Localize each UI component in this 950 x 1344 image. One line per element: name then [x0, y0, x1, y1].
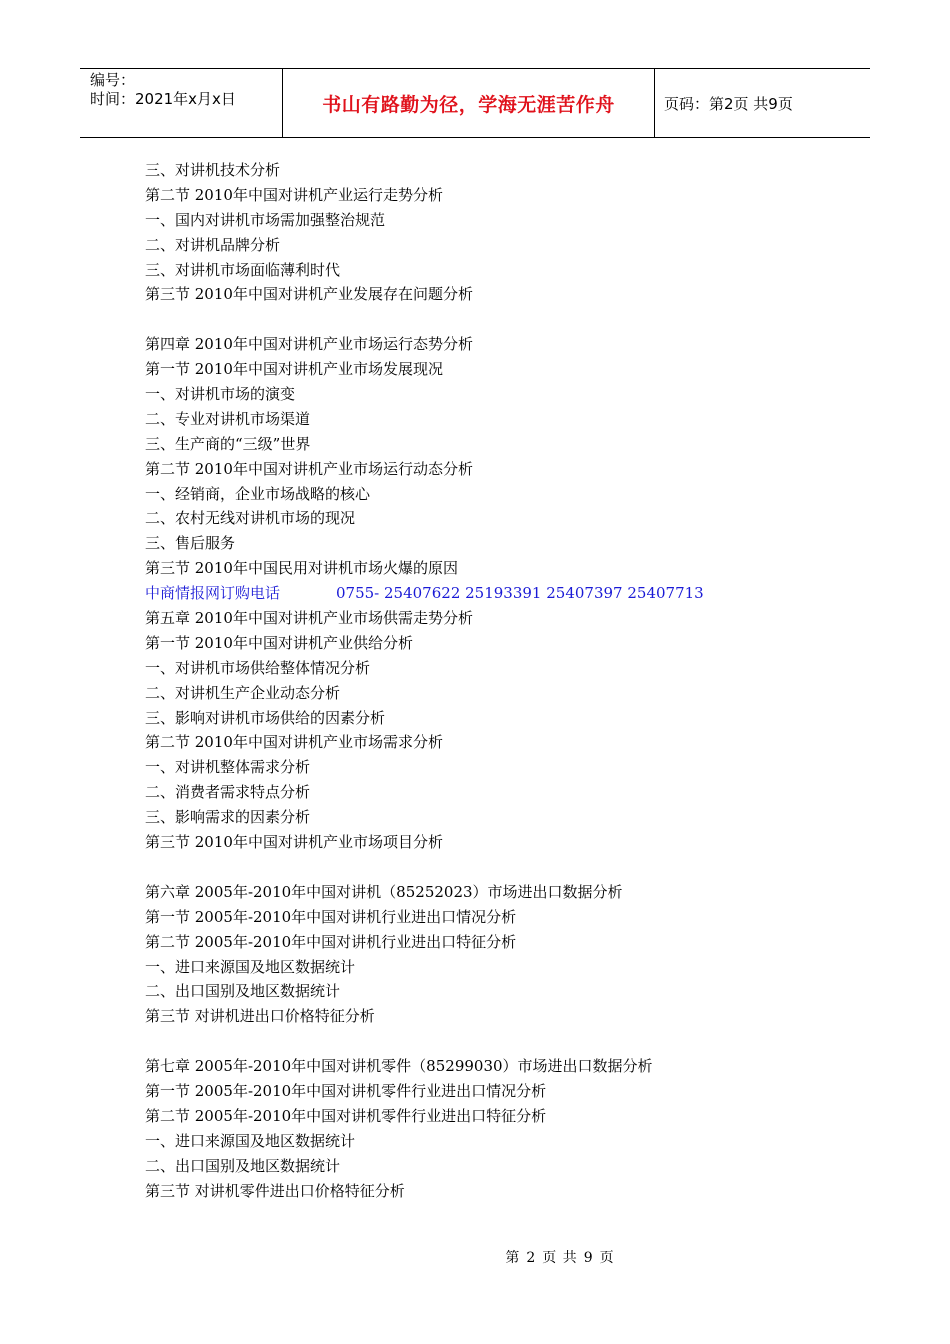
toc-line: 二、对讲机生产企业动态分析	[145, 683, 341, 702]
footer-suffix: 页	[599, 1250, 615, 1266]
header-divider	[654, 69, 655, 137]
toc-block	[145, 606, 845, 1203]
toc-line: 第二节 2010年中国对讲机产业运行走势分析	[145, 185, 443, 204]
contact-label: 中商情报网订购电话	[145, 584, 281, 603]
toc-line: 第二节 2010年中国对讲机产业市场运行动态分析	[145, 459, 473, 478]
footer-mid: 页 共	[542, 1250, 578, 1266]
toc-line: 第三节 对讲机进出口价格特征分析	[145, 1007, 375, 1026]
toc-line: 第三节 2010年中国民用对讲机市场火爆的原因	[145, 559, 458, 578]
toc-line: 一、对讲机市场供给整体情况分析	[145, 658, 371, 677]
toc-line: 三、对讲机市场面临薄利时代	[145, 260, 341, 279]
footer-prefix: 第	[505, 1250, 521, 1266]
footer-total-pages: 9	[583, 1250, 594, 1266]
toc-line: 二、农村无线对讲机市场的现况	[145, 509, 356, 528]
toc-line: 一、对讲机整体需求分析	[145, 758, 311, 777]
toc-line: 三、影响对讲机市场供给的因素分析	[145, 708, 386, 727]
footer-page-number: 2	[526, 1250, 537, 1266]
page-footer	[0, 1247, 950, 1267]
toc-line: 一、进口来源国及地区数据统计	[145, 957, 356, 976]
contact-numbers: 0755- 25407622 25193391 25407397 25407713	[336, 584, 704, 603]
toc-line: 一、国内对讲机市场需加强整治规范	[145, 210, 386, 229]
blank-line	[145, 855, 845, 880]
toc-line: 第二节 2005年-2010年中国对讲机零件行业进出口特征分析	[145, 1106, 547, 1125]
header-page-label: 页码：第2页 共9页	[664, 94, 793, 113]
toc-line: 第三节 对讲机零件进出口价格特征分析	[145, 1181, 405, 1200]
contact-line	[145, 581, 845, 606]
header-motto: 书山有路勤为径，学海无涯苦作舟	[322, 93, 615, 116]
toc-line: 第一节 2005年-2010年中国对讲机行业进出口情况分析	[145, 907, 517, 926]
toc-line: 第三节 2010年中国对讲机产业发展存在问题分析	[145, 285, 473, 304]
toc-line: 第二节 2005年-2010年中国对讲机行业进出口特征分析	[145, 932, 517, 951]
toc-block	[145, 158, 845, 581]
toc-line: 一、经销商，企业市场战略的核心	[145, 484, 371, 503]
number-label: 编号：	[90, 71, 136, 89]
toc-line: 三、影响需求的因素分析	[145, 808, 311, 827]
toc-line: 三、售后服务	[145, 534, 236, 553]
toc-line: 二、消费者需求特点分析	[145, 783, 311, 802]
header-meta	[90, 71, 236, 109]
toc-line: 第一节 2010年中国对讲机产业供给分析	[145, 633, 413, 652]
page-header	[80, 68, 870, 138]
blank-line	[145, 1029, 845, 1054]
toc-line: 二、专业对讲机市场渠道	[145, 409, 311, 428]
toc-line: 第一节 2010年中国对讲机产业市场发展现况	[145, 360, 443, 379]
toc-line: 二、对讲机品牌分析	[145, 235, 281, 254]
time-label: 时间：2021年x月x日	[90, 90, 236, 108]
toc-line: 第一节 2005年-2010年中国对讲机零件行业进出口情况分析	[145, 1081, 547, 1100]
toc-line: 一、对讲机市场的演变	[145, 385, 296, 404]
toc-line: 第二节 2010年中国对讲机产业市场需求分析	[145, 733, 443, 752]
toc-line: 第三节 2010年中国对讲机产业市场项目分析	[145, 833, 443, 852]
toc-line: 三、对讲机技术分析	[145, 161, 281, 179]
toc-line: 第五章 2010年中国对讲机产业市场供需走势分析	[145, 609, 473, 628]
toc-line: 二、出口国别及地区数据统计	[145, 982, 341, 1001]
toc-line: 第六章 2005年-2010年中国对讲机（85252023）市场进出口数据分析	[145, 882, 623, 901]
blank-line	[145, 307, 845, 332]
table-of-contents	[145, 158, 845, 1203]
toc-line: 三、生产商的“三级”世界	[145, 434, 311, 453]
toc-line: 二、出口国别及地区数据统计	[145, 1156, 341, 1175]
toc-line: 一、进口来源国及地区数据统计	[145, 1131, 356, 1150]
toc-line: 第七章 2005年-2010年中国对讲机零件（85299030）市场进出口数据分析	[145, 1057, 653, 1076]
toc-line: 第四章 2010年中国对讲机产业市场运行态势分析	[145, 335, 473, 354]
